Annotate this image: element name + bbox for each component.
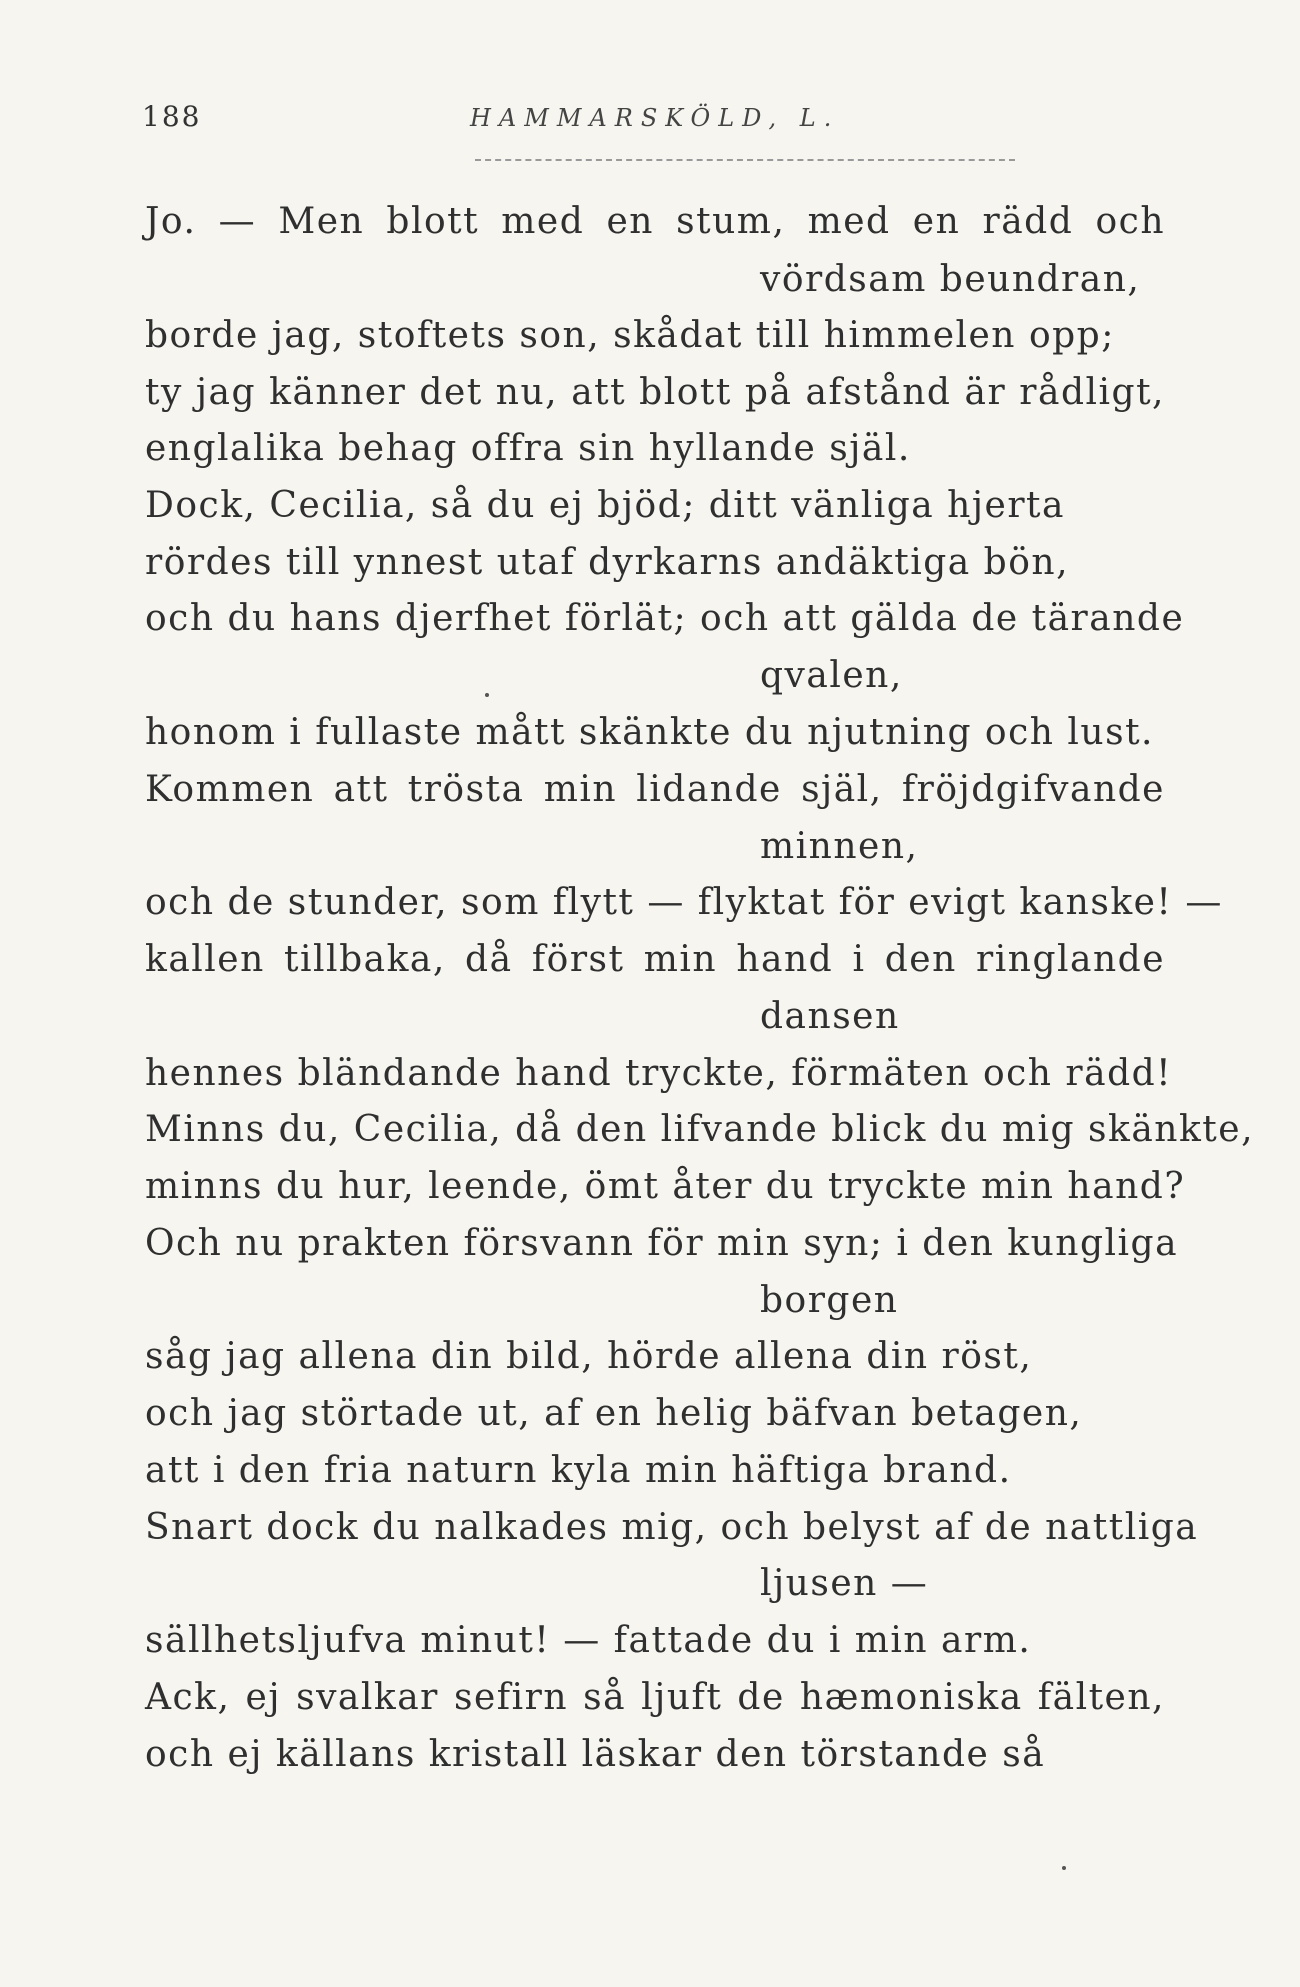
verse-line: Kommen att trösta min lidande själ, fröjdgifvande — [145, 769, 1165, 810]
verse-line: Och nu prakten försvann för min syn; i den kungliga — [145, 1223, 1179, 1264]
verse-line: englalika behag offra sin hyllande själ. — [145, 428, 911, 469]
verse-line-turnover: dansen — [760, 996, 900, 1037]
verse-line-turnover: vördsam beundran, — [760, 259, 1141, 300]
ink-speck — [485, 693, 489, 697]
verse-line-turnover: minnen, — [760, 826, 919, 867]
verse-line: och du hans djerfhet förlät; och att gälda de tärande — [145, 598, 1185, 639]
verse-line-turnover: borgen — [760, 1280, 899, 1321]
verse-line: och de stunder, som flytt — flyktat för evigt kanske! — — [145, 882, 1223, 923]
verse-line: att i den fria naturn kyla min häftiga brand. — [145, 1450, 1012, 1491]
verse-line: honom i fullaste mått skänkte du njutning och lust. — [145, 712, 1154, 753]
verse-line: Jo. — Men blott med en stum, med en rädd och — [145, 201, 1165, 242]
verse-line: hennes bländande hand tryckte, förmäten och rädd! — [145, 1053, 1173, 1094]
verse-line: och jag störtade ut, af en helig bäfvan betagen, — [145, 1393, 1083, 1434]
verse-line-turnover: qvalen, — [760, 655, 903, 696]
verse-line: Dock, Cecilia, så du ej bjöd; ditt vänliga hjerta — [145, 485, 1065, 526]
verse-line: såg jag allena din bild, hörde allena din röst, — [145, 1336, 1033, 1377]
page-number: 188 — [142, 100, 202, 133]
running-head: HAMMARSKÖLD, L. — [470, 104, 840, 132]
verse-line-turnover: ljusen — — [760, 1563, 929, 1604]
verse-line: Minns du, Cecilia, då den lifvande blick du mig skänkte, — [145, 1109, 1255, 1150]
verse-line: ty jag känner det nu, att blott på afstånd är rådligt, — [145, 372, 1165, 413]
verse-line: minns du hur, leende, ömt åter du tryckte min hand? — [145, 1166, 1186, 1207]
ink-speck — [1062, 1866, 1066, 1870]
verse-line: rördes till ynnest utaf dyrkarns andäktiga bön, — [145, 542, 1070, 583]
verse-line: sällhetsljufva minut! — fattade du i min arm. — [145, 1620, 1032, 1661]
verse-line: Snart dock du nalkades mig, och belyst af de nattliga — [145, 1507, 1199, 1548]
verse-line: kallen tillbaka, då först min hand i den ringlande — [145, 939, 1165, 980]
verse-line: Ack, ej svalkar sefirn så ljuft de hæmoniska fälten, — [145, 1677, 1165, 1718]
verse-line: och ej källans kristall läskar den törstande så — [145, 1734, 1046, 1775]
verse-line: borde jag, stoftets son, skådat till himmelen opp; — [145, 315, 1115, 356]
